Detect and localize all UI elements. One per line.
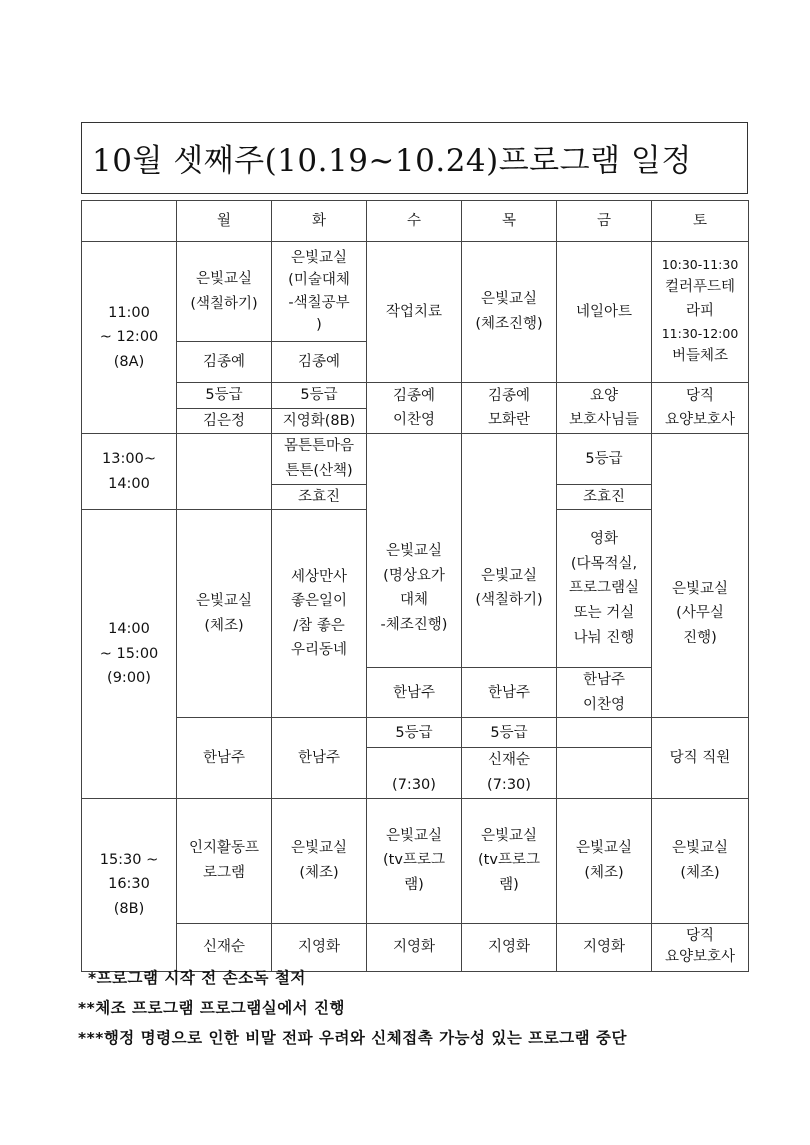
program-cell: 은빛교실 (tv프로그 램) (462, 798, 557, 923)
program-cell: 은빛교실 (체조) (557, 798, 652, 923)
program-cell: 은빛교실 (색칠하기) (177, 242, 272, 342)
staff-cell: 지영화(8B) (272, 408, 367, 434)
staff-cell: 김종예 (177, 342, 272, 383)
note-item: **체조 프로그램 프로그램실에서 진행 (78, 999, 345, 1017)
day-fri: 금 (557, 201, 652, 242)
day-mon: 월 (177, 201, 272, 242)
staff-cell: 김종예 (272, 342, 367, 383)
staff-cell: 당직 요양보호사 (652, 923, 749, 971)
time-cell: 11:00 ~ 12:00 (8A) (82, 242, 177, 434)
staff-cell: 당직 직원 (652, 718, 749, 798)
staff-cell: 김종예 이찬영 (367, 383, 462, 434)
empty-cell (652, 434, 749, 510)
day-tue: 화 (272, 201, 367, 242)
staff-cell: 한남주 이찬영 (557, 668, 652, 718)
program-cell: 네일아트 (557, 242, 652, 383)
header-row (82, 201, 749, 242)
note-item: ***행정 명령으로 인한 비말 전파 우려와 신체접촉 가능성 있는 프로그램 중단 (78, 1029, 627, 1047)
day-thu: 목 (462, 201, 557, 242)
staff-cell: 신재순 (7:30) (462, 748, 557, 798)
program-cell: 은빛교실 (사무실 진행) (652, 510, 749, 718)
staff-cell: 조효진 (272, 484, 367, 510)
staff-cell: 한남주 (367, 668, 462, 718)
program-cell: 은빛교실 (체조진행) (462, 242, 557, 383)
time-cell: 14:00 ~ 15:00 (9:00) (82, 510, 177, 799)
staff-cell: 당직 요양보호사 (652, 383, 749, 434)
empty-cell (557, 718, 652, 748)
program-cell: 은빛교실 (체조) (272, 798, 367, 923)
program-cell: 5등급 (557, 434, 652, 484)
program-cell: 작업치료 (367, 242, 462, 383)
time-cell: 13:00~ 14:00 (82, 434, 177, 510)
note-item: *프로그램 시작 전 손소독 철저 (88, 969, 306, 987)
program-cell: 은빛교실 (색칠하기) (462, 510, 557, 668)
schedule-table (81, 200, 749, 972)
empty-cell (177, 434, 272, 510)
program-cell: 10:30-11:30 컬러푸드테 라피 11:30-12:00 버들체조 (652, 242, 749, 383)
grade-cell: 5등급 (462, 718, 557, 748)
day-wed: 수 (367, 201, 462, 242)
staff-cell: 김은정 (177, 408, 272, 434)
page-title: 10월 셋째주(10.19~10.24)프로그램 일정 (92, 143, 692, 179)
staff-cell: 지영화 (272, 923, 367, 971)
staff-cell: 신재순 (177, 923, 272, 971)
empty-cell (557, 748, 652, 798)
staff-cell: 지영화 (557, 923, 652, 971)
program-cell: 영화 (다목적실, 프로그램실 또는 거실 나눠 진행 (557, 510, 652, 668)
program-cell: 세상만사 좋은일이 /참 좋은 우리동네 (272, 510, 367, 718)
grade-cell: 5등급 (367, 718, 462, 748)
staff-cell: 지영화 (367, 923, 462, 971)
staff-cell: 조효진 (557, 484, 652, 510)
program-cell: 은빛교실 (체조) (652, 798, 749, 923)
empty-cell (462, 434, 557, 510)
program-cell: 몸튼튼마음 튼튼(산책) (272, 434, 367, 484)
grade-cell: 5등급 (272, 383, 367, 409)
grade-cell: 5등급 (177, 383, 272, 409)
staff-cell: 한남주 (272, 718, 367, 798)
corner-cell (82, 201, 177, 242)
note-cell: (7:30) (367, 748, 462, 798)
staff-cell: 지영화 (462, 923, 557, 971)
title-box (81, 122, 748, 194)
time-cell: 15:30 ~ 16:30 (8B) (82, 798, 177, 971)
program-cell: 은빛교실 (tv프로그 램) (367, 798, 462, 923)
staff-cell: 한남주 (177, 718, 272, 798)
notes (78, 963, 627, 1053)
empty-cell (367, 434, 462, 510)
staff-cell: 요양 보호사님들 (557, 383, 652, 434)
staff-cell: 한남주 (462, 668, 557, 718)
program-cell: 은빛교실 (명상요가 대체 -체조진행) (367, 510, 462, 668)
day-sat: 토 (652, 201, 749, 242)
program-cell: 인지활동프 로그램 (177, 798, 272, 923)
staff-cell: 김종예 모화란 (462, 383, 557, 434)
program-cell: 은빛교실 (체조) (177, 510, 272, 718)
program-cell: 은빛교실 (미술대체 -색칠공부 ) (272, 242, 367, 342)
